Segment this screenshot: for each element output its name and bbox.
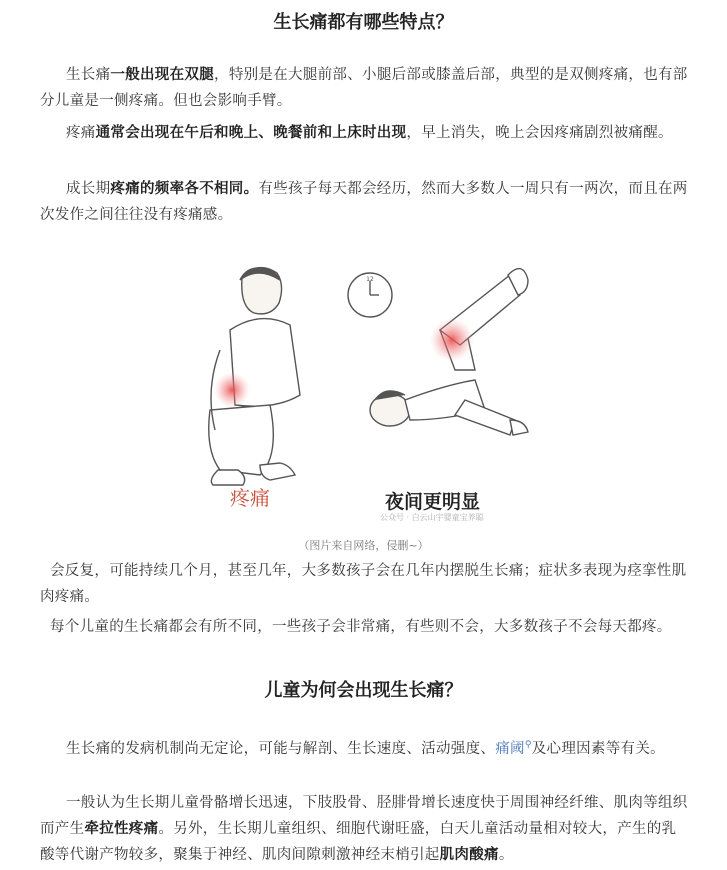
- bold-text: 牵拉性疼痛: [84, 821, 159, 837]
- paragraph-individual: 每个儿童的生长痛都会有所不同，一些孩子会非常痛，有些则不会，大多数孩子不会每天都疼。: [50, 619, 672, 635]
- text: 及心理因素等有关。: [531, 740, 665, 757]
- text: 生长痛的发病机制尚无定论，可能与解剖、生长速度、活动强度、: [66, 740, 496, 757]
- heading-highlight: 儿童为何会出现生长痛？: [259, 676, 469, 702]
- text: ，特别是在大腿前部、小腿后部或膝盖后部，典型的是双侧疼痛，也有部分儿童是一侧疼痛。但也会影响手臂。: [40, 67, 688, 109]
- paragraph-explanation: [40, 790, 690, 868]
- paragraph-location: [40, 62, 690, 114]
- text: 生长痛: [66, 67, 111, 83]
- paragraph-recurrence: 会反复，可能持续几个月，甚至几年，大多数孩子会在几年内摆脱生长痛；症状多表现为痉挛性肌肉疼痛。: [40, 563, 687, 605]
- image-caption: （图片来自网络，侵删~）: [298, 539, 429, 552]
- growth-pain-illustration: [190, 250, 550, 535]
- paragraph-timing: [40, 120, 690, 146]
- section-heading-causes: [0, 676, 727, 702]
- text: 疼痛: [66, 125, 96, 141]
- text: 有些孩子每天都会经历，然而大多数人一周只有一两次，而且在两次发作之间往往没有疼痛感。: [40, 181, 688, 223]
- bold-text: 通常会出现在午后和晚上、晚餐前和上床时出现: [95, 125, 407, 141]
- pain-glow-knee: [430, 318, 474, 362]
- text: ，早上消失，晚上会因疼痛剧烈被痛醒。: [406, 125, 673, 141]
- label-night: 夜间更明显: [385, 491, 481, 513]
- paragraph-frequency: [40, 176, 690, 228]
- heading-highlight: 生长痛都有哪些特点？: [268, 8, 460, 34]
- section-heading-characteristics: [0, 8, 727, 34]
- label-pain: 疼痛: [230, 486, 270, 510]
- pain-threshold-link[interactable]: 痛阈: [495, 740, 525, 757]
- pain-glow-shin: [214, 372, 250, 408]
- text: 成长期: [66, 181, 111, 197]
- bold-text: 一般出现在双腿: [110, 67, 215, 83]
- text: 。: [498, 847, 514, 863]
- search-icon[interactable]: ⚲: [524, 740, 532, 750]
- text: 一般认为生长期儿童骨骼增长迅速，下肢股骨、胫腓骨增长速度快于周围神经纤维、肌肉等组织而产生: [40, 795, 688, 837]
- bold-text: 疼痛的频率各不相同。: [110, 181, 259, 197]
- paragraph-mechanism: [40, 732, 690, 762]
- svg-text:12: 12: [366, 276, 374, 283]
- watermark: 公众号 · 白云山宇婴童宝养聪: [380, 513, 484, 522]
- bold-text: 肌肉酸痛: [439, 847, 499, 863]
- text: 。另外，生长期儿童组织、细胞代谢旺盛，白天儿童活动量相对较大，产生的乳酸等代谢产物较多，聚集于神经、肌肉间隙刺激神经末梢引起: [40, 821, 677, 863]
- clock-icon: [348, 273, 392, 317]
